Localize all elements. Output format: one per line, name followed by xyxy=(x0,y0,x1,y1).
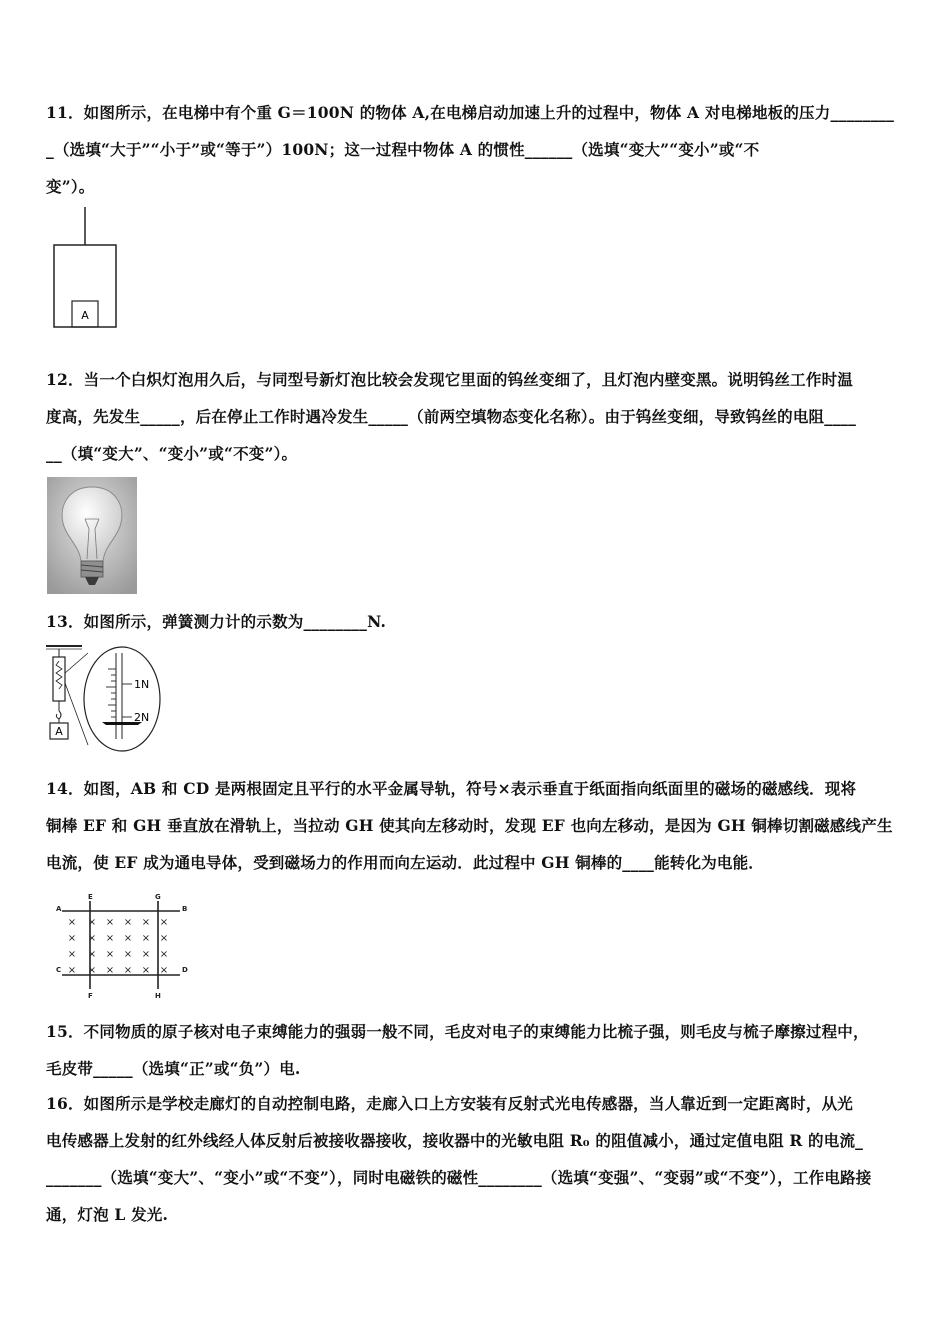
light-bulb-image xyxy=(47,477,137,594)
svg-text:×: × xyxy=(67,933,77,944)
q14-line-3: 电流，使 EF 成为通电导体，受到磁场力的作用而向左运动．此过程中 GH 铜棒的____能转化为电能． xyxy=(46,853,764,872)
svg-text:×: × xyxy=(159,917,169,928)
scale-label-2n: 2N xyxy=(134,711,150,724)
label-b: B xyxy=(182,905,188,913)
q16-line-1: 16．如图所示是学校走廊灯的自动控制电路，走廊入口上方安装有反射式光电传感器，当人靠近到一定距离时，从光 xyxy=(46,1094,853,1113)
svg-text:×: × xyxy=(123,933,133,944)
svg-text:×: × xyxy=(141,917,151,928)
svg-text:×: × xyxy=(141,933,151,944)
question-16 xyxy=(46,1085,908,1233)
label-h: H xyxy=(155,992,161,1000)
label-e: E xyxy=(88,893,93,901)
object-a-label: A xyxy=(81,309,89,322)
q16-line-4: 通，灯泡 L 发光. xyxy=(46,1205,169,1224)
question-15 xyxy=(46,1013,908,1087)
svg-text:×: × xyxy=(105,917,115,928)
svg-text:×: × xyxy=(87,917,97,928)
q16-line-3: _______（选填“变大”、“变小”或“不变”），同时电磁铁的磁性________（选填“变强”、“变弱”或“不变”），工作电路接 xyxy=(46,1168,872,1187)
svg-text:×: × xyxy=(87,949,97,960)
weight-a-label: A xyxy=(55,725,63,738)
svg-text:×: × xyxy=(105,949,115,960)
svg-text:×: × xyxy=(67,949,77,960)
q11-line-1: 11．如图所示，在电梯中有个重 G＝100N 的物体 A,在电梯启动加速上升的过程中，物体 A 对电梯地板的压力________ xyxy=(46,103,895,122)
label-g: G xyxy=(155,893,161,901)
q14-line-2: 铜棒 EF 和 GH 垂直放在滑轨上，当拉动 GH 使其向左移动时，发现 EF 也向左移动，是因为 GH 铜棒切割磁感线产生 xyxy=(46,816,893,835)
hook xyxy=(56,711,61,719)
q15-line-2: 毛皮带_____（选填“正”或“负”）电. xyxy=(46,1059,301,1078)
q13-line-1: 13．如图所示，弹簧测力计的示数为________N. xyxy=(46,612,387,631)
question-11 xyxy=(46,94,908,205)
q16-line-2: 电传感器上发射的红外线经人体反射后被接收器接收，接收器中的光敏电阻 R₀ 的阻值减小，通过定值电阻 R 的电流_ xyxy=(46,1131,864,1150)
spring xyxy=(56,661,62,689)
question-14 xyxy=(46,770,908,881)
q12-line-3: __（填“变大”、“变小”或“不变”）。 xyxy=(46,444,298,463)
svg-text:×: × xyxy=(67,965,77,976)
q11-line-3: 变”）。 xyxy=(46,177,95,196)
svg-text:×: × xyxy=(141,949,151,960)
elevator-figure xyxy=(50,205,120,331)
spring-scale-figure xyxy=(44,643,169,753)
magnetic-field-crosses xyxy=(68,917,168,976)
svg-text:×: × xyxy=(123,917,133,928)
svg-text:×: × xyxy=(105,933,115,944)
svg-text:×: × xyxy=(87,965,97,976)
svg-text:×: × xyxy=(141,965,151,976)
svg-text:×: × xyxy=(159,965,169,976)
svg-text:×: × xyxy=(123,949,133,960)
label-c: C xyxy=(56,966,62,974)
q11-line-2: _（选填“大于”“小于”或“等于”）100N；这一过程中物体 A 的惯性______（选填“变大”“变小”或“不 xyxy=(46,140,760,159)
svg-text:×: × xyxy=(87,933,97,944)
svg-text:×: × xyxy=(105,965,115,976)
rails-magnetic-field-figure xyxy=(52,893,192,1001)
q14-line-1: 14．如图，AB 和 CD 是两根固定且平行的水平金属导轨，符号×表示垂直于纸面指向纸面里的磁场的磁感线．现将 xyxy=(46,779,857,798)
label-d: D xyxy=(182,966,188,974)
svg-text:×: × xyxy=(159,949,169,960)
scale-label-1n: 1N xyxy=(134,678,150,691)
svg-text:×: × xyxy=(67,917,77,928)
bulb-base xyxy=(81,561,103,577)
svg-text:×: × xyxy=(123,965,133,976)
label-a: A xyxy=(56,905,62,913)
q12-line-1: 12．当一个白炽灯泡用久后，与同型号新灯泡比较会发现它里面的钨丝变细了，且灯泡内壁变黑。说明钨丝工作时温 xyxy=(46,370,853,389)
label-f: F xyxy=(88,992,93,1000)
svg-text:×: × xyxy=(159,933,169,944)
q15-line-1: 15．不同物质的原子核对电子束缚能力的强弱一般不同，毛皮对电子的束缚能力比梳子强，则毛皮与梳子摩擦过程中， xyxy=(46,1022,869,1041)
q12-line-2: 度高，先发生_____，后在停止工作时遇冷发生_____（前两空填物态变化名称）。由于钨丝变细，导致钨丝的电阻____ xyxy=(46,407,857,426)
question-12 xyxy=(46,361,908,472)
question-13 xyxy=(46,603,908,640)
